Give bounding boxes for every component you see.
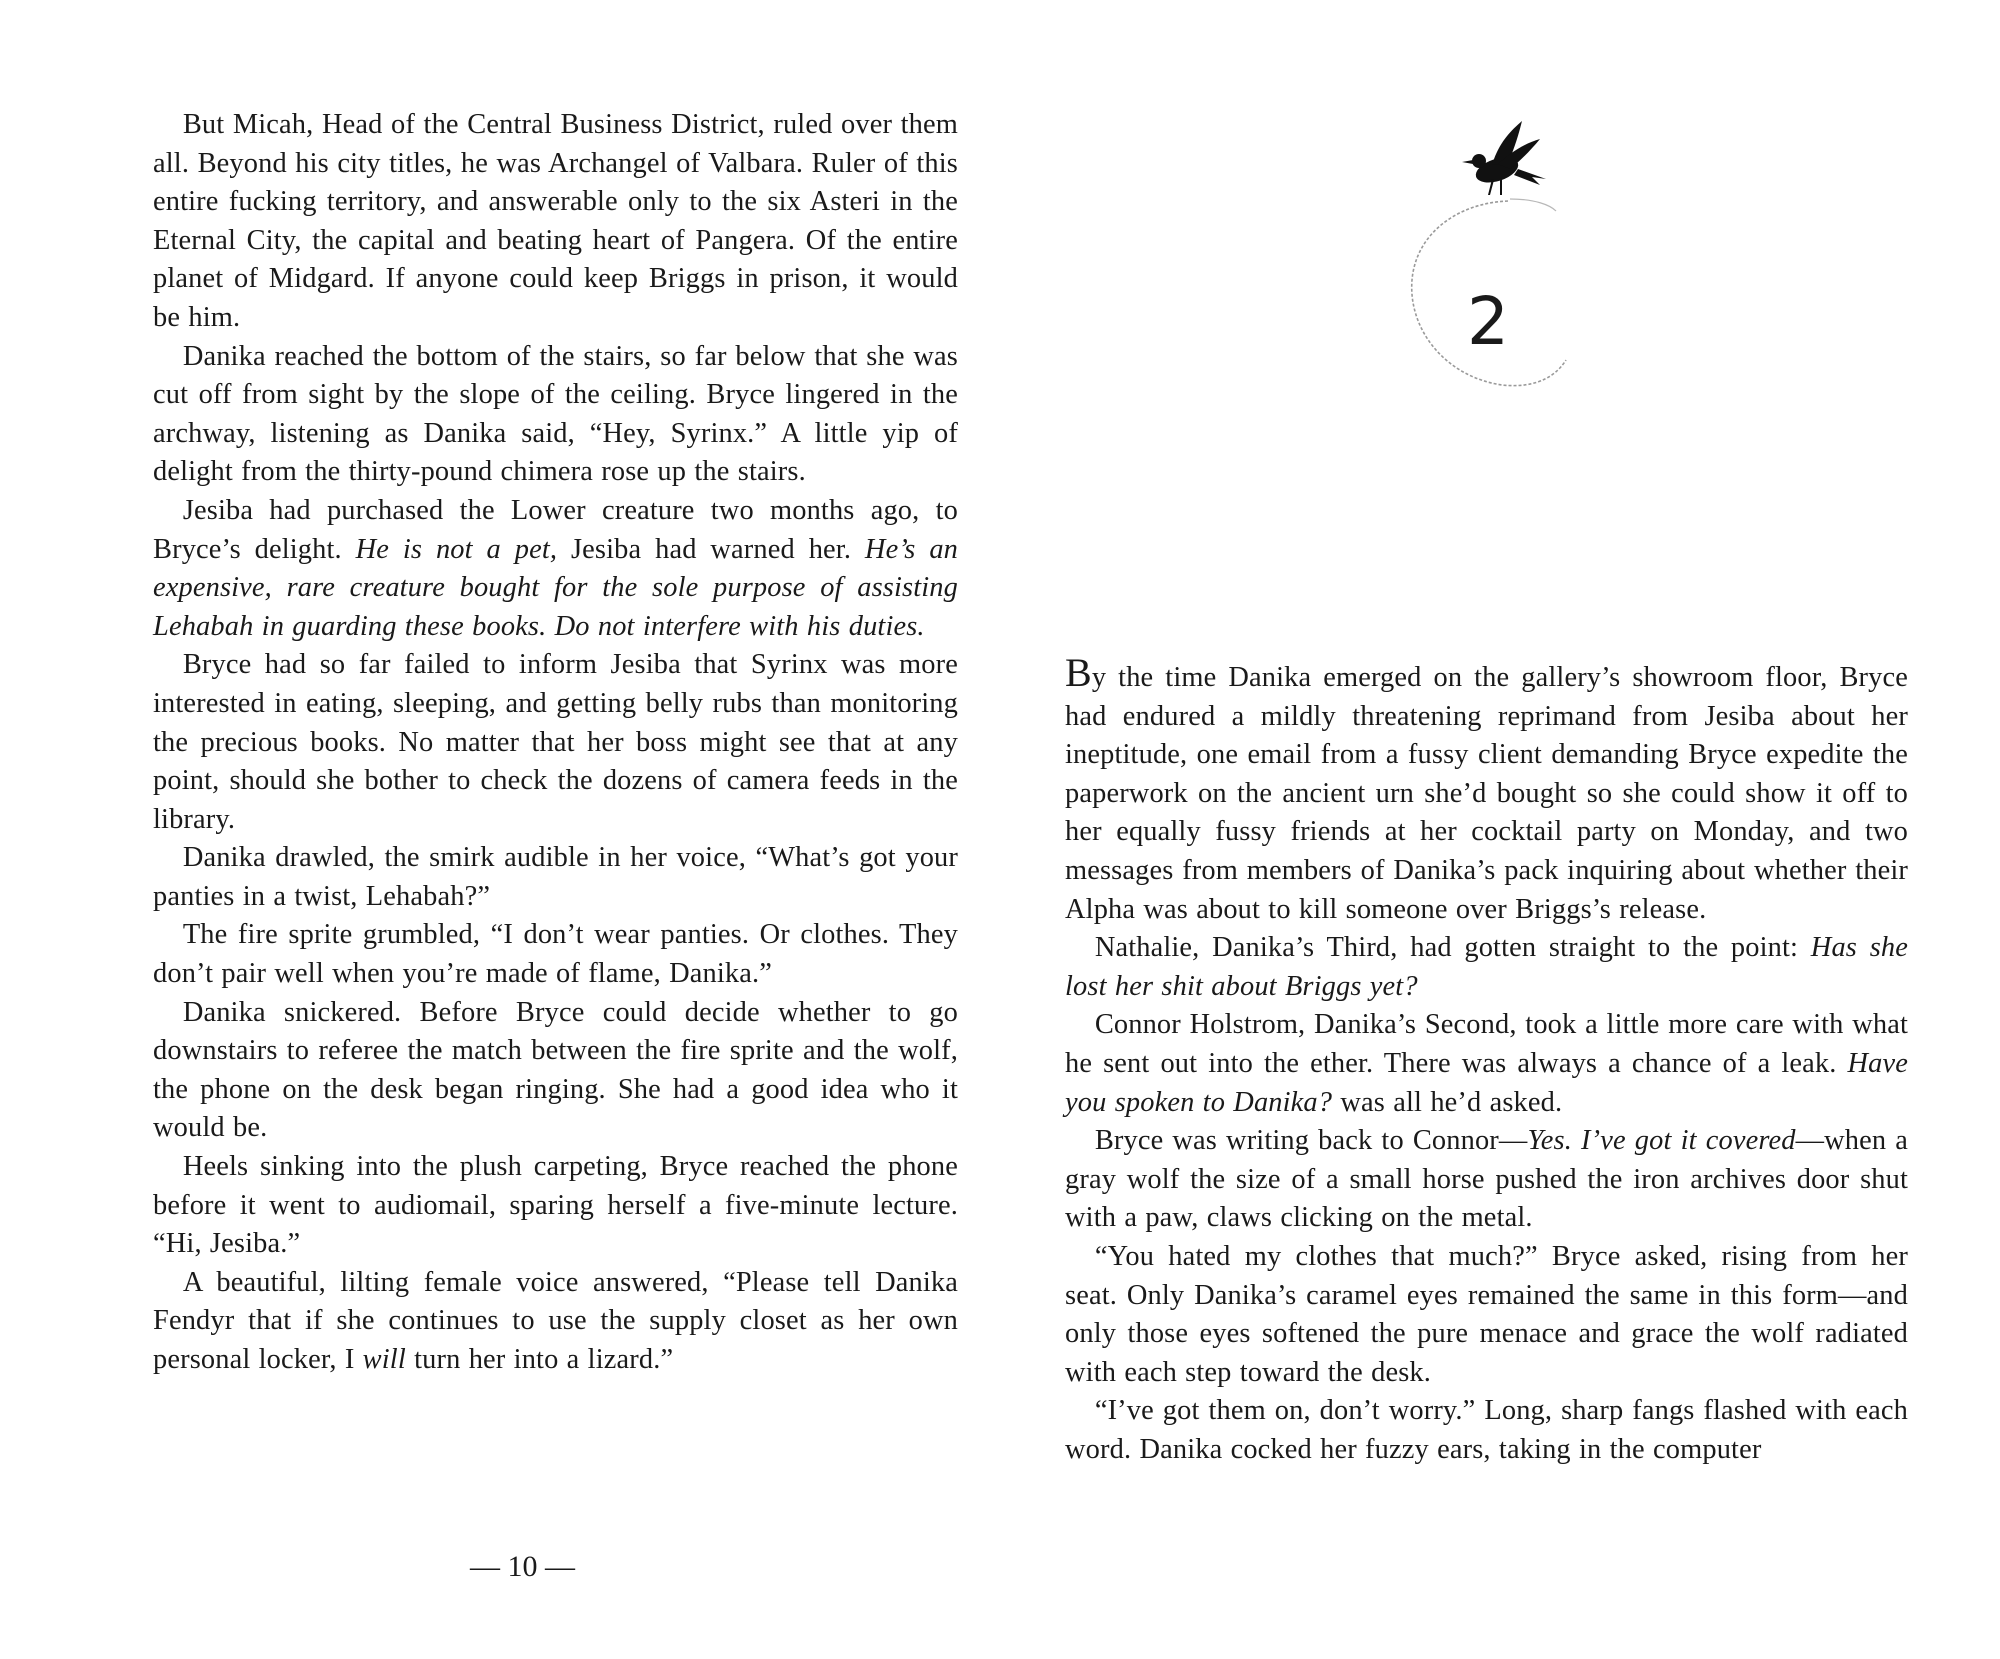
italic-text-run: Yes. I’ve got it covered	[1527, 1125, 1796, 1157]
page-number: — 10 —	[470, 1550, 575, 1583]
paragraph	[1065, 1122, 1908, 1238]
italic-text-run: will	[362, 1344, 406, 1375]
left-page-text	[153, 106, 958, 1380]
text-run: But Micah, Head of the Central Business District, ruled over them all. Beyond his city titles, he was Archangel of Valbara. Ruler of this entire fucking territory, and answerable only to the six Asteri in the Eternal City, the capital and beating heart of Pangera. Of the entire planet of Midgard. If anyone could keep Briggs in prison, it would be him.	[153, 109, 958, 333]
paragraph	[153, 106, 958, 338]
italic-text-run: Have you spoken to Danika?	[1065, 1047, 1908, 1118]
text-run: y the time Danika emerged on the gallery’s showroom floor, Bryce had endured a mildly threatening reprimand from Jesiba about her ineptitude, one email from a fussy client demanding Bryce expedite the paperwork on the ancient urn she’d bought so she could show it off to her equally fussy friends at her cocktail party on Monday, and two messages from members of Danika’s pack inquiring about whether their Alpha was about to kill someone over Briggs’s release.	[1065, 662, 1908, 925]
text-run: —when a gray wolf the size of a small horse pushed the iron archives door shut with a paw, claws clicking on the metal.	[1065, 1125, 1908, 1234]
italic-text-run: Has she lost her shit about Briggs yet?	[1065, 932, 1908, 1002]
text-run: Heels sinking into the plush carpeting, Bryce reached the phone before it went to audiomail, sparing herself a five-minute lecture. “Hi, Jesiba.”	[153, 1151, 958, 1260]
right-page-text	[1065, 650, 1908, 1469]
text-run: “You hated my clothes that much?” Bryce asked, rising from her seat. Only Danika’s caramel eyes remained the same in this form—and only those eyes softened the pure menace and grace the wolf radiated with each step toward the desk.	[1065, 1240, 1908, 1388]
paragraph	[1065, 929, 1908, 1006]
text-run: was all he’d asked.	[1332, 1086, 1563, 1118]
right-page	[1000, 0, 2000, 1659]
opening-text	[1065, 662, 1908, 925]
paragraph	[1065, 1392, 1908, 1469]
paragraph	[153, 492, 958, 646]
paragraph	[153, 916, 958, 993]
paragraph	[153, 839, 958, 916]
text-run: turn her into a lizard.”	[405, 1344, 674, 1375]
chapter-number: 2	[1467, 283, 1509, 360]
paragraph	[1065, 1238, 1908, 1392]
paragraph	[1065, 1006, 1908, 1122]
text-run: Danika drawled, the smirk audible in her voice, “What’s got your panties in a twist, Lehabah?”	[153, 842, 958, 912]
paragraph	[153, 338, 958, 492]
text-run: Connor Holstrom, Danika’s Second, took a little more care with what he sent out into the ether. There was always a chance of a leak.	[1065, 1009, 1908, 1079]
text-run: Jesiba had purchased the Lower creature two months ago, to Bryce’s delight.	[153, 494, 958, 565]
drop-cap: B	[1065, 650, 1092, 695]
paragraph	[153, 994, 958, 1148]
text-run: The fire sprite grumbled, “I don’t wear panties. Or clothes. They don’t pair well when you’re made of flame, Danika.”	[153, 919, 958, 990]
text-run: Jesiba had warned her.	[557, 533, 865, 565]
text-run: “I’ve got them on, don’t worry.” Long, sharp fangs flashed with each word. Danika cocked her fuzzy ears, taking in the computer	[1065, 1395, 1908, 1465]
opening-paragraph	[1065, 650, 1908, 929]
raven-icon	[1390, 115, 1570, 415]
text-run: Bryce had so far failed to inform Jesiba that Syrinx was more interested in eating, sleeping, and getting belly rubs than monitoring the precious books. No matter that her boss might see that at any point, should she bother to check the dozens of camera feeds in the library.	[153, 649, 958, 835]
paragraph	[153, 646, 958, 839]
text-run: Danika snickered. Before Bryce could decide whether to go downstairs to referee the match between the fire sprite and the wolf, the phone on the desk began ringing. She had a good idea who it would be.	[153, 996, 958, 1144]
text-run: Danika reached the bottom of the stairs, so far below that she was cut off from sight by the slope of the ceiling. Bryce lingered in the archway, listening as Danika said, “Hey, Syrinx.” A little yip of delight from the thirty-pound chimera rose up the stairs.	[153, 340, 958, 488]
text-run: A beautiful, lilting female voice answered, “Please tell Danika Fendyr that if she continues to use the supply closet as her own personal locker, I	[153, 1266, 958, 1375]
text-run: Nathalie, Danika’s Third, had gotten straight to the point:	[1094, 932, 1811, 964]
chapter-heading	[1390, 115, 1570, 415]
text-run: Bryce was writing back to Connor—	[1094, 1125, 1528, 1157]
paragraph	[153, 1148, 958, 1264]
paragraph	[153, 1264, 958, 1380]
italic-text-run: He’s an expensive, rare creature bought for the sole purpose of assisting Lehabah in guarding these books. Do not interfere with his duties.	[153, 533, 959, 642]
italic-text-run: He is not a pet,	[355, 533, 558, 565]
